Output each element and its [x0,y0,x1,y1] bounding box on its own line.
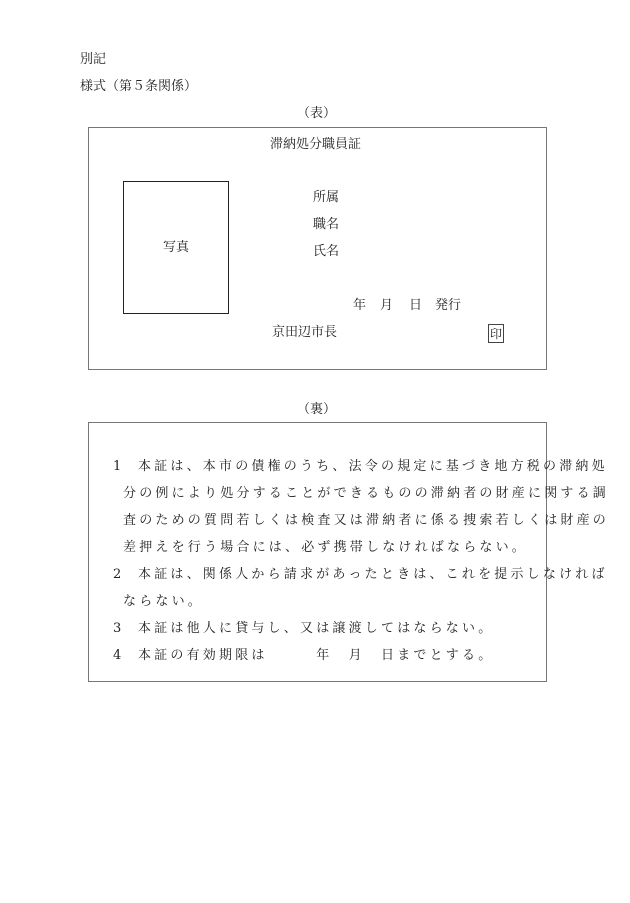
appendix-label: 別記 [80,52,107,67]
card-title: 滞納処分職員証 [270,137,362,152]
item-2-line: ならない。 [123,594,205,609]
item-4-line: 本証の有効期限は 年 月 日までとする。 [138,648,495,663]
seal-mark: 印 [488,324,504,343]
issue-label: 発行 [435,298,462,313]
item-number: 4 [113,648,122,663]
field-position: 職名 [313,217,340,232]
issuer: 京田辺市長 [272,325,338,340]
item-1-line: 分の例により処分することができるものの滞納者の財産に関する調 [123,486,610,501]
photo-label: 写真 [163,240,190,255]
field-affiliation: 所属 [313,190,340,205]
field-name: 氏名 [313,244,340,259]
item-number: 1 [113,459,122,474]
item-number: 2 [113,567,122,582]
issue-year: 年 [353,298,367,313]
issue-day: 日 [409,298,423,313]
item-number: 3 [113,621,122,636]
item-1-line: 差押えを行う場合には、必ず携帯しなければならない。 [123,540,529,555]
item-3-line: 本証は他人に貸与し、又は譲渡してはならない。 [138,621,495,636]
item-2-line: 本証は、関係人から請求があったときは、これを提示しなければ [138,567,608,582]
issue-month: 月 [380,298,394,313]
form-title: 様式（第５条関係） [80,79,198,94]
item-1-line: 査のための質問若しくは検査又は滞納者に係る捜索若しくは財産の [123,513,610,528]
front-label: （表） [297,106,337,121]
item-1-line: 本証は、本市の債権のうち、法令の規定に基づき地方税の滞納処 [138,459,608,474]
back-label: （裏） [297,402,337,417]
